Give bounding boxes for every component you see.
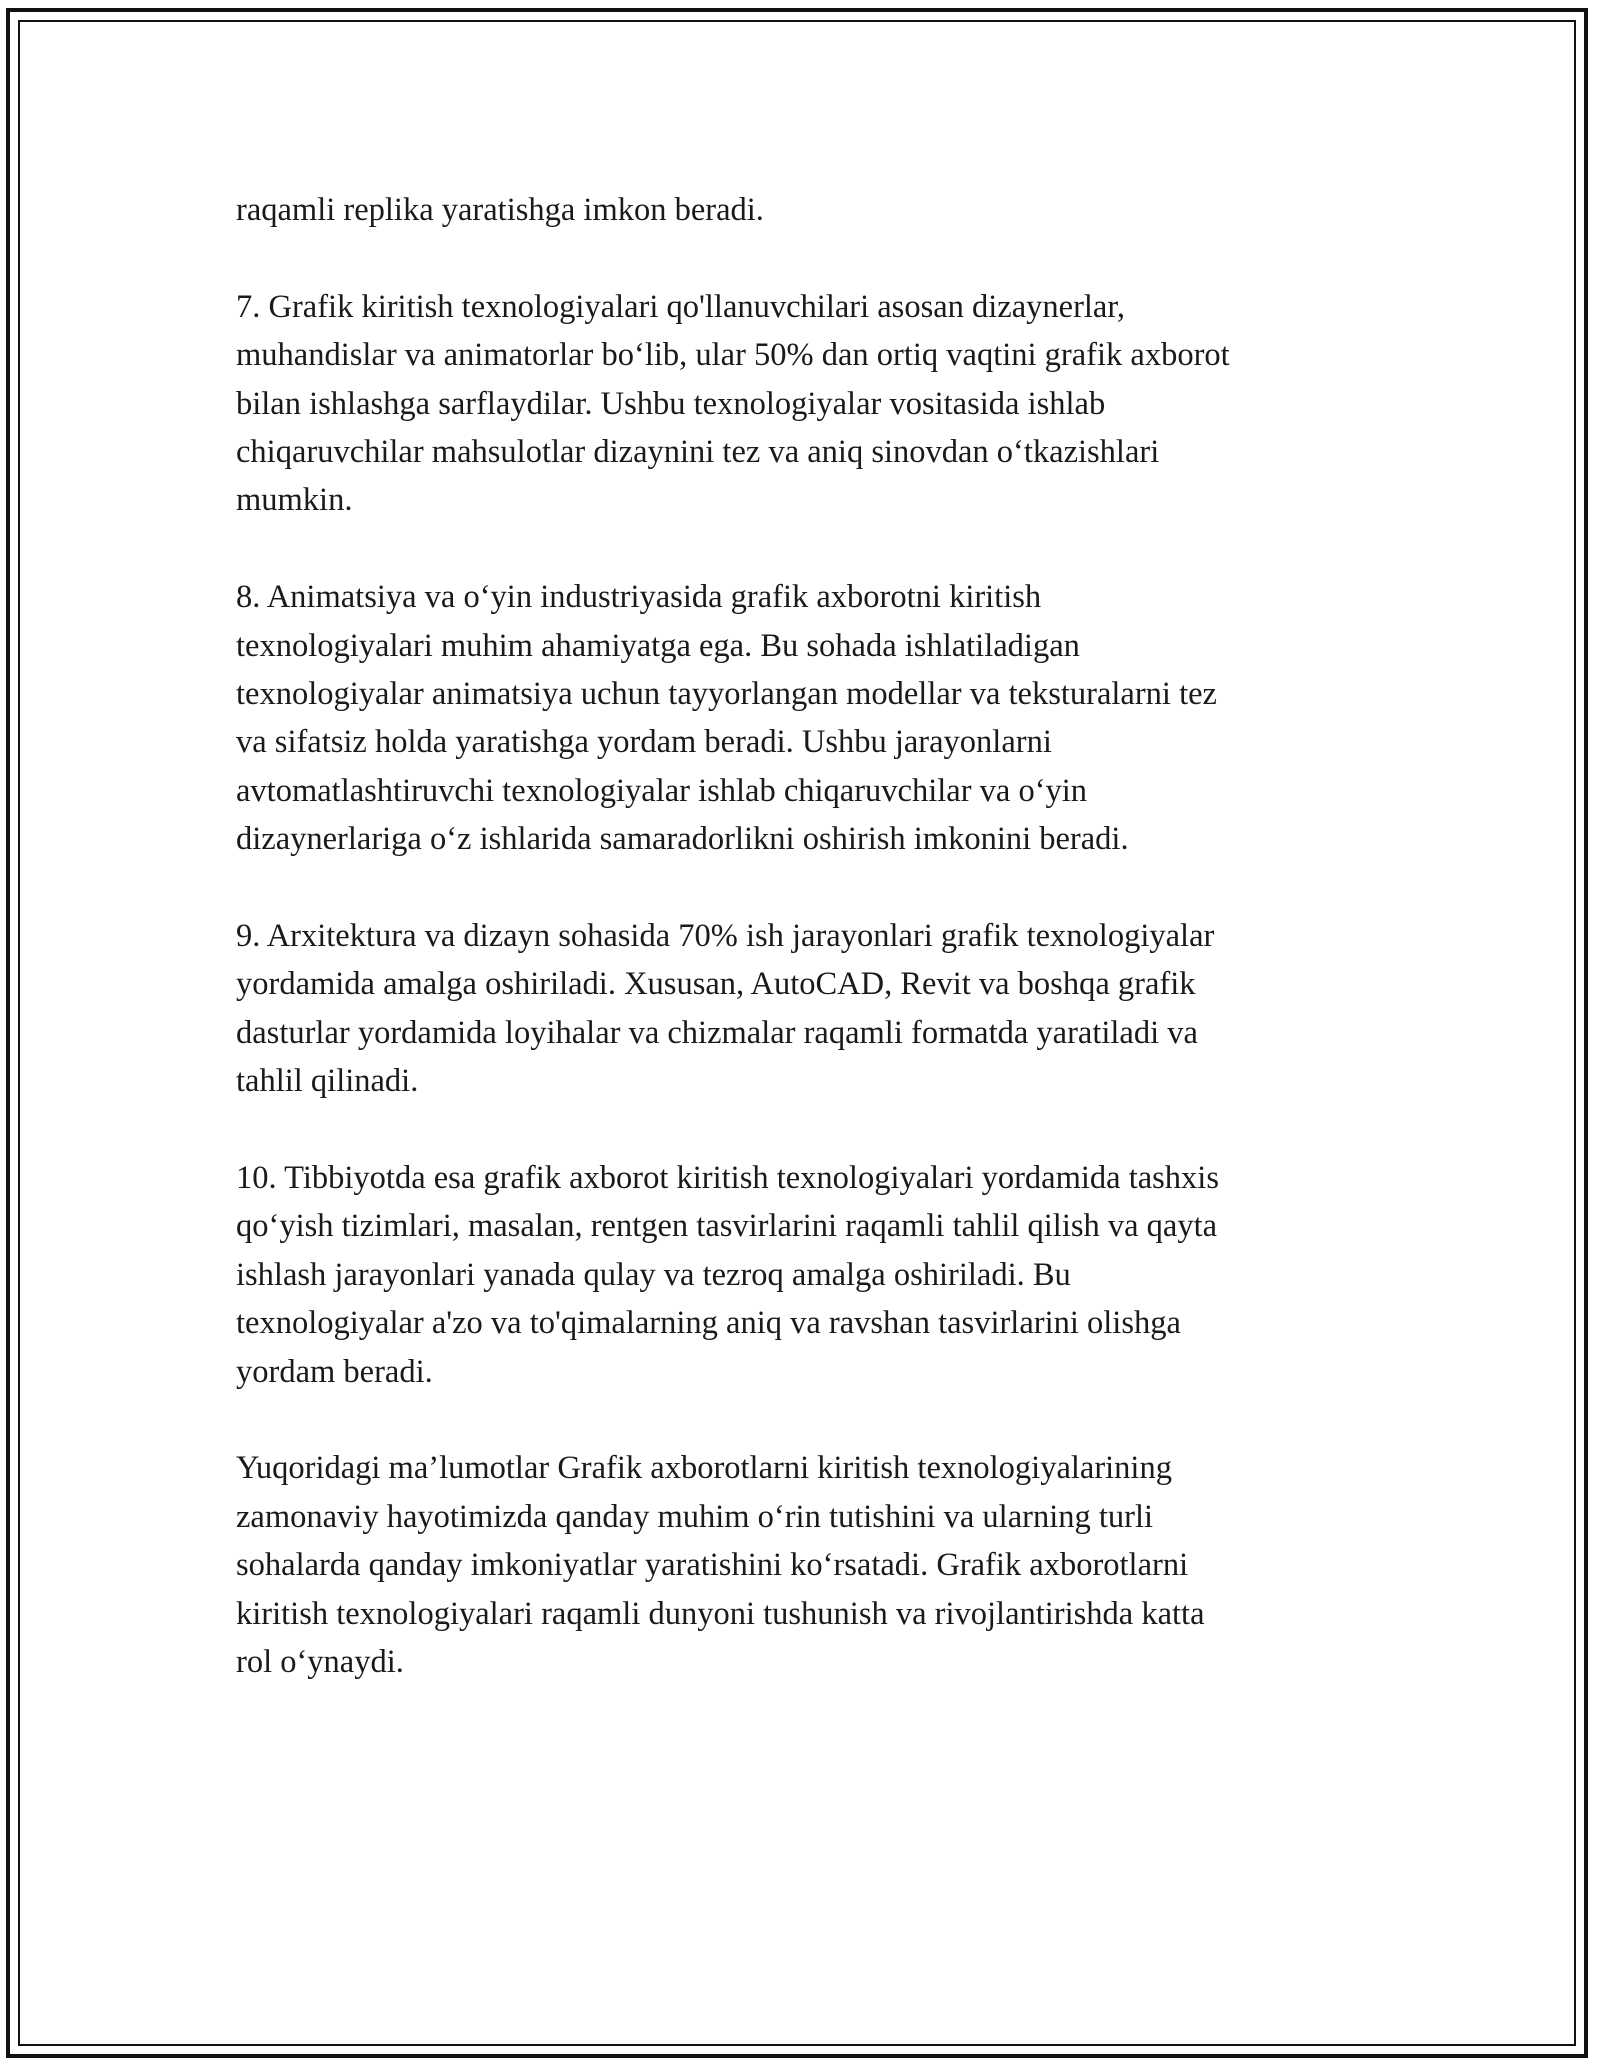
paragraph-item-10: 10. Tibbiyotda esa grafik axborot kiritish texnologiyalari yordamida tashxis qo‘yish tizimlari, masalan, rentgen tasvirlarini raqamli tahlil qilish va qayta ishlash jarayonlari yanada qulay va tezroq amalga oshiriladi. Bu texnologiyalar a'zo va to'qimalarning aniq va ravshan tasvirlarini olishga yordam beradi. xyxy=(236,1160,1219,1390)
paragraph-item-7: 7. Grafik kiritish texnologiyalari qo'llanuvchilari asosan dizaynerlar, muhandislar va animatorlar bo‘lib, ular 50% dan ortiq vaqtini grafik axborot bilan ishlashga sarflaydilar. Ushbu texnologiyalar vositasida ishlab chiqaruvchilar mahsulotlar dizaynini tez va aniq sinovdan o‘tkazishlari mumkin. xyxy=(236,288,1230,519)
paragraph-conclusion: Yuqoridagi ma’lumotlar Grafik axborotlarni kiritish texnologiyalarining zamonaviy hayotimizda qanday muhim o‘rin tutishini va ularning turli sohalarda qanday imkoniyatlar yaratishini ko‘rsatadi. Grafik axborotlarni kiritish texnologiyalari raqamli dunyoni tushunish va rivojlantirishda katta rol o‘ynaydi. xyxy=(236,1450,1205,1681)
document-body xyxy=(236,186,1366,1687)
paragraph-item-9: 9. Arxitektura va dizayn sohasida 70% ish jarayonlari grafik texnologiyalar yordamida amalga oshiriladi. Xususan, AutoCAD, Revit va boshqa grafik dasturlar yordamida loyihalar va chizmalar raqamli formatda yaratiladi va tahlil qilinadi. xyxy=(236,918,1215,1100)
paragraph-item-8: 8. Animatsiya va o‘yin industriyasida grafik axborotni kiritish texnologiyalari muhim ahamiyatga ega. Bu sohada ishlatiladigan texnologiyalar animatsiya uchun tayyorlangan modellar va teksturalarni tez va sifatsiz holda yaratishga yordam beradi. Ushbu jarayonlarni avtomatlashtiruvchi texnologiyalar ishlab chiqaruvchilar va o‘yin dizaynerlariga o‘z ishlarida samaradorlikni oshirish imkonini beradi. xyxy=(236,579,1217,858)
paragraph-continuation: raqamli replika yaratishga imkon beradi. xyxy=(236,192,764,228)
